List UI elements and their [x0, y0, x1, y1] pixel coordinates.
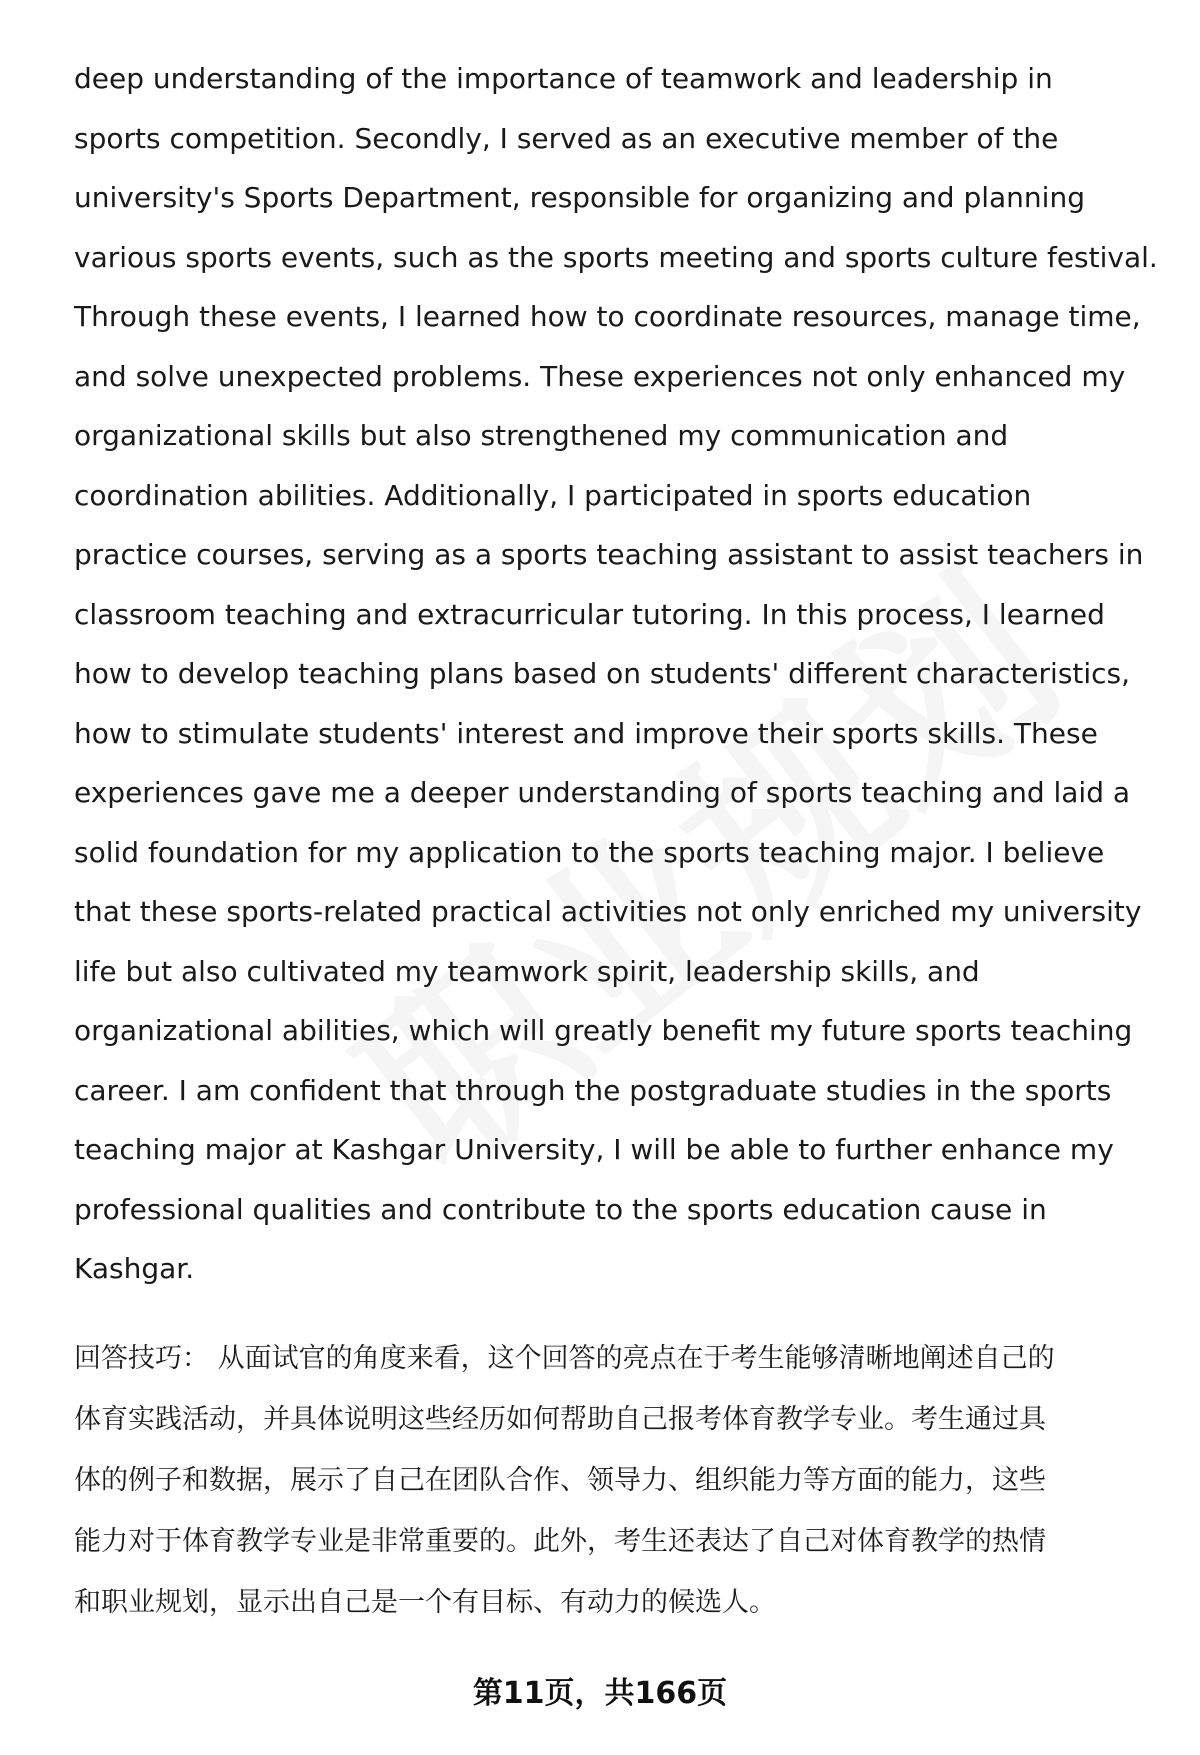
page-number: 第11页，共166页 — [472, 1676, 728, 1711]
essay-line: classroom teaching and extracurricular tutoring. In this process, I learned — [74, 597, 1105, 631]
essay-paragraph — [74, 49, 1160, 1299]
essay-line: that these sports-related practical activities not only enriched my university — [74, 895, 1142, 928]
tips-line: 和职业规划，显示出自己是一个有目标、有动力的候选人。 — [74, 1587, 776, 1618]
essay-line: various sports events, such as the sports meeting and sports culture festival. — [74, 240, 1158, 274]
essay-line: coordination abilities. Additionally, I participated in sports education — [74, 478, 1032, 512]
essay-line: organizational skills but also strengthened my communication and — [74, 419, 1009, 452]
essay-line: experiences gave me a deeper understanding of sports teaching and laid a — [74, 776, 1131, 809]
essay-line: professional qualities and contribute to the sports education cause in — [74, 1192, 1047, 1226]
essay-line: Through these events, I learned how to coordinate resources, manage time, — [74, 300, 1141, 333]
essay-line: how to stimulate students' interest and improve their sports skills. These — [74, 716, 1098, 750]
essay-line: organizational abilities, which will greatly benefit my future sports teaching — [74, 1014, 1133, 1047]
essay-line: Kashgar. — [74, 1252, 195, 1285]
essay-line: career. I am confident that through the postgraduate studies in the sports — [74, 1073, 1112, 1107]
tips-line: 回答技巧： 从面试官的角度来看，这个回答的亮点在于考生能够清晰地阐述自己的 — [74, 1343, 1055, 1374]
essay-line: how to develop teaching plans based on students' different characteristics, — [74, 657, 1131, 690]
essay-line: teaching major at Kashgar University, I will be able to further enhance my — [74, 1133, 1114, 1166]
essay-line: and solve unexpected problems. These experiences not only enhanced my — [74, 359, 1126, 393]
answer-tips-paragraph — [74, 1328, 1160, 1633]
essay-line: university's Sports Department, responsible for organizing and planning — [74, 181, 1085, 214]
essay-line: practice courses, serving as a sports teaching assistant to assist teachers in — [74, 538, 1144, 571]
essay-line: sports competition. Secondly, I served as an executive member of the — [74, 121, 1059, 155]
tips-line: 体的例子和数据，展示了自己在团队合作、领导力、组织能力等方面的能力，这些 — [74, 1465, 1046, 1496]
essay-line: life but also cultivated my teamwork spirit, leadership skills, and — [74, 954, 980, 988]
essay-line: solid foundation for my application to the sports teaching major. I believe — [74, 835, 1105, 869]
tips-line: 能力对于体育教学专业是非常重要的。此外，考生还表达了自己对体育教学的热情 — [74, 1526, 1046, 1557]
tips-line: 体育实践活动，并具体说明这些经历如何帮助自己报考体育教学专业。考生通过具 — [74, 1404, 1046, 1435]
essay-line: deep understanding of the importance of teamwork and leadership in — [74, 62, 1053, 95]
